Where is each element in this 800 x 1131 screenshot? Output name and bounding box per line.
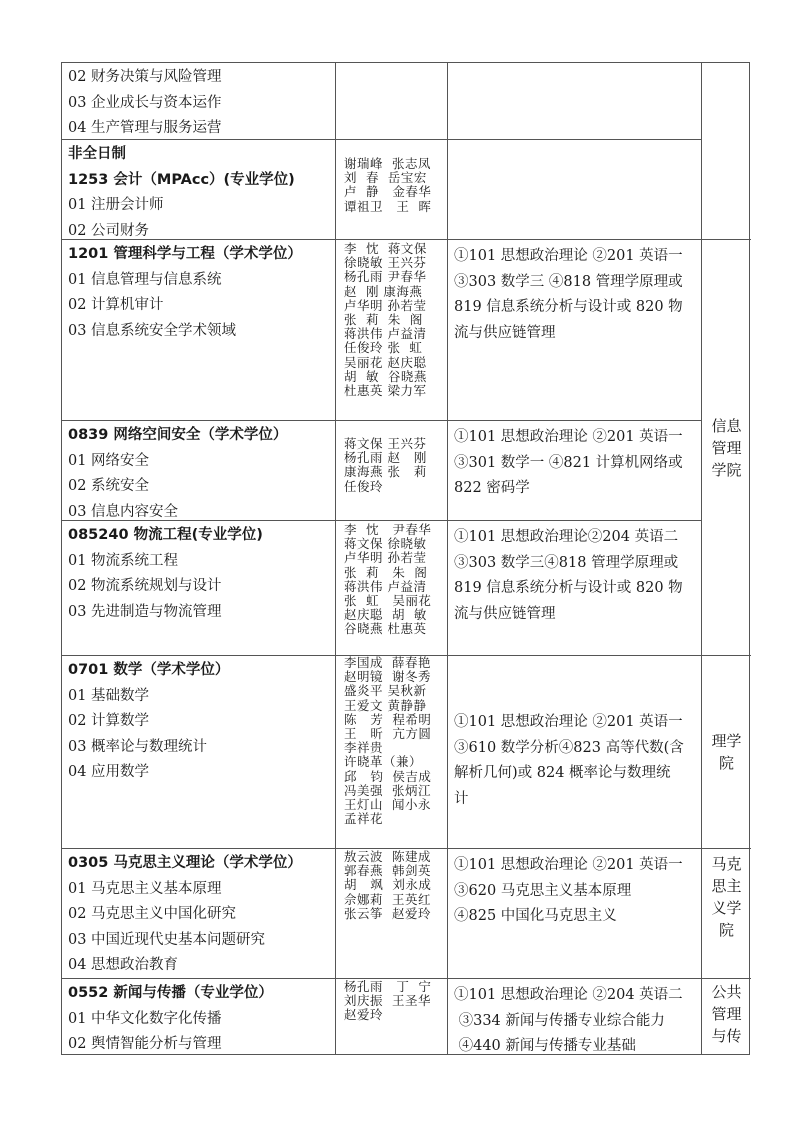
direction: 04 思想政治教育	[68, 957, 179, 973]
exam-line: 流与供应链管理	[454, 324, 556, 341]
exam-cell	[448, 849, 702, 979]
direction: 02 计算数学	[68, 713, 150, 729]
direction: 01 马克思主义基本原理	[68, 880, 222, 897]
department-cell	[702, 979, 751, 1055]
department-cell	[702, 240, 751, 656]
tutor-line: 刘庆振 王圣华	[344, 993, 431, 1009]
tutor-line: 李 忱 尹春华	[344, 522, 432, 537]
direction: 04 应用数学	[68, 764, 150, 780]
direction: 02 财务决策与风险管理	[68, 69, 222, 85]
department-cell	[702, 849, 751, 979]
direction: 01 网络安全	[68, 452, 150, 469]
program-title: 0305 马克思主义理论（学术学位）	[68, 855, 302, 871]
tutors-cell	[336, 849, 448, 979]
program-cell	[62, 656, 336, 849]
exam-line: ③610 数学分析④823 高等代数(含	[454, 739, 684, 756]
exam-line: ①101 思想政治理论 ②201 英语一	[454, 714, 683, 730]
program-cell	[62, 240, 336, 421]
tutor-line: 任俊玲	[344, 478, 384, 494]
tutor-line: 刘 春 岳宝宏	[344, 170, 427, 186]
tutor-line: 张 莉 朱 阁	[344, 312, 423, 328]
program-title: 085240 物流工程(专业学位)	[68, 527, 263, 543]
tutor-line: 卢 静 金春华	[344, 184, 432, 200]
tutor-line: 赵明镜 谢冬秀	[344, 669, 431, 685]
tutor-line: 王灯山 闻小永	[344, 797, 431, 813]
exam-line: ③303 数学三④818 管理学原理或	[454, 554, 679, 571]
exam-cell	[448, 521, 702, 656]
tutors-cell	[336, 140, 448, 240]
tutor-line: 张 虹 吴丽花	[344, 593, 432, 609]
exam-line: ④825 中国化马克思主义	[454, 908, 617, 924]
tutor-line: 吴丽花 赵庆聪	[344, 354, 427, 370]
program-cell	[62, 140, 336, 240]
tutor-line: 邱 钧 侯吉成	[344, 768, 432, 784]
exam-line: ③303 数学三 ④818 管理学原理或	[454, 273, 683, 290]
tutors-cell	[336, 656, 448, 849]
program-cell	[62, 521, 336, 656]
direction: 02 系统安全	[68, 478, 150, 494]
tutor-line: 李 忱 蒋文保	[344, 241, 427, 256]
department-label: 信息管理学院	[711, 416, 742, 479]
direction: 01 信息管理与信息系统	[68, 271, 222, 288]
program-title: 0839 网络空间安全（学术学位）	[68, 427, 288, 443]
tutor-line: 王 昕 亢方圆	[344, 726, 432, 742]
direction: 03 信息内容安全	[68, 503, 179, 520]
tutor-line: 张 莉 朱 阁	[344, 564, 428, 580]
tutor-line: 蒋洪伟 卢益清	[344, 578, 427, 594]
program-cell	[62, 63, 336, 140]
tutor-line: 胡 飒 刘永成	[344, 877, 432, 893]
exam-cell	[448, 240, 702, 421]
tutor-line: 盛炎平 吴秋新	[344, 683, 427, 699]
tutors-cell	[336, 63, 448, 140]
tutor-line: 孟祥花	[344, 811, 384, 827]
direction: 03 先进制造与物流管理	[68, 603, 222, 620]
tutor-line: 谢瑞峰 张志凤	[344, 156, 431, 171]
department-cell	[702, 63, 751, 240]
department-label: 公共管理与传	[711, 983, 742, 1045]
tutor-line: 卢华明 孙若莹	[344, 550, 427, 566]
tutor-line: 赵爱玲	[344, 1007, 384, 1023]
program-cell	[62, 849, 336, 979]
direction: 03 信息系统安全学术领域	[68, 322, 237, 339]
exam-line: ③301 数学一 ④821 计算机网络或	[454, 454, 683, 471]
tutor-line: 杜惠英 梁力军	[344, 383, 427, 399]
tutors-cell	[336, 421, 448, 521]
tutor-line: 张云筝 赵爱玲	[344, 905, 431, 921]
tutor-line: 卢华明 孙若莹	[344, 297, 427, 313]
tutor-line: 李国成 薛春艳	[344, 656, 431, 670]
tutor-line: 蒋文保 王兴芬	[344, 436, 427, 451]
exam-cell	[448, 63, 702, 140]
exam-line: ①101 思想政治理论 ②201 英语一	[454, 248, 683, 264]
tutor-line: 蒋文保 徐晓敏	[344, 536, 427, 552]
tutor-line: 王爱文 黄静静	[344, 697, 427, 713]
tutor-line: 敖云波 陈建成	[344, 849, 431, 864]
direction: 02 舆情智能分析与管理	[68, 1036, 222, 1052]
tutor-line: 许晓革（兼）	[344, 754, 423, 770]
direction: 03 中国近现代史基本问题研究	[68, 931, 266, 948]
tutor-line: 冯美强 张炳江	[344, 782, 431, 798]
tutor-line: 康海燕 张 莉	[344, 464, 427, 480]
tutor-line: 佘娜莉 王英红	[344, 891, 431, 907]
tutors-cell	[336, 521, 448, 656]
program-table	[61, 62, 750, 1055]
tutor-line: 蒋洪伟 卢益清	[344, 326, 427, 342]
department-label: 马克思主义学院	[711, 855, 742, 939]
exam-line: ④440 新闻与传播专业基础	[454, 1038, 636, 1054]
exam-line: 计	[454, 790, 469, 807]
direction: 03 企业成长与资本运作	[68, 94, 222, 111]
direction: 02 物流系统规划与设计	[68, 578, 222, 594]
exam-cell	[448, 421, 702, 521]
program-title: 1253 会计（MPAcc）(专业学位)	[68, 171, 295, 188]
tutor-line: 徐晓敏 王兴芬	[344, 255, 427, 271]
direction: 02 公司财务	[68, 222, 150, 239]
direction: 01 中华文化数字化传播	[68, 1010, 222, 1027]
program-title: 0552 新闻与传播（专业学位）	[68, 985, 273, 1001]
tutor-line: 杨孔雨 丁 宁	[344, 979, 432, 994]
exam-cell	[448, 140, 702, 240]
tutors-cell	[336, 979, 448, 1055]
tutor-line: 赵 刚 康海燕	[344, 283, 423, 299]
direction: 03 概率论与数理统计	[68, 738, 208, 755]
direction: 01 基础数学	[68, 687, 150, 704]
program-cell	[62, 979, 336, 1055]
tutor-line: 杨孔雨 尹春华	[344, 269, 427, 285]
exam-line: 解析几何)或 824 概率论与数理统	[454, 765, 671, 781]
direction: 02 计算机审计	[68, 297, 164, 313]
exam-cell	[448, 656, 702, 849]
tutor-line: 郭春燕 韩剑英	[344, 863, 431, 879]
exam-line: 819 信息系统分析与设计或 820 物	[454, 299, 683, 315]
exam-line: ③620 马克思主义基本原理	[454, 882, 632, 899]
exam-line: ①101 思想政治理论 ②201 英语一	[454, 857, 683, 873]
program-subtitle: 非全日制	[68, 146, 126, 162]
tutors-cell	[336, 240, 448, 421]
exam-line: ①101 思想政治理论 ②204 英语二	[454, 987, 683, 1003]
department-label: 理学院	[711, 732, 742, 772]
tutor-line: 谷晓燕 杜惠英	[344, 621, 427, 637]
direction: 02 马克思主义中国化研究	[68, 906, 237, 922]
tutor-line: 杨孔雨 赵 刚	[344, 450, 427, 466]
exam-line: 819 信息系统分析与设计或 820 物	[454, 580, 683, 596]
tutor-line: 胡 敏 谷晓燕	[344, 368, 427, 384]
program-title: 0701 数学（学术学位）	[68, 662, 230, 678]
program-title: 1201 管理科学与工程（学术学位）	[68, 246, 302, 262]
exam-cell	[448, 979, 702, 1055]
department-cell	[702, 656, 751, 849]
exam-line: ①101 思想政治理论②204 英语二	[454, 529, 679, 545]
tutor-line: 谭祖卫 王 晖	[344, 198, 432, 214]
direction: 04 生产管理与服务运营	[68, 120, 222, 136]
program-cell	[62, 421, 336, 521]
direction: 01 物流系统工程	[68, 552, 179, 569]
exam-line: 流与供应链管理	[454, 605, 556, 622]
tutor-line: 赵庆聪 胡 敏	[344, 607, 427, 623]
tutor-line: 任俊玲 张 虹	[344, 340, 423, 356]
tutor-line: 李祥贵	[344, 740, 384, 756]
tutor-line: 陈 芳 程希明	[344, 711, 432, 727]
direction: 01 注册会计师	[68, 197, 164, 213]
exam-line: ①101 思想政治理论 ②201 英语一	[454, 429, 683, 445]
exam-line: ③334 新闻与传播专业综合能力	[454, 1012, 665, 1029]
exam-line: 822 密码学	[454, 480, 530, 496]
